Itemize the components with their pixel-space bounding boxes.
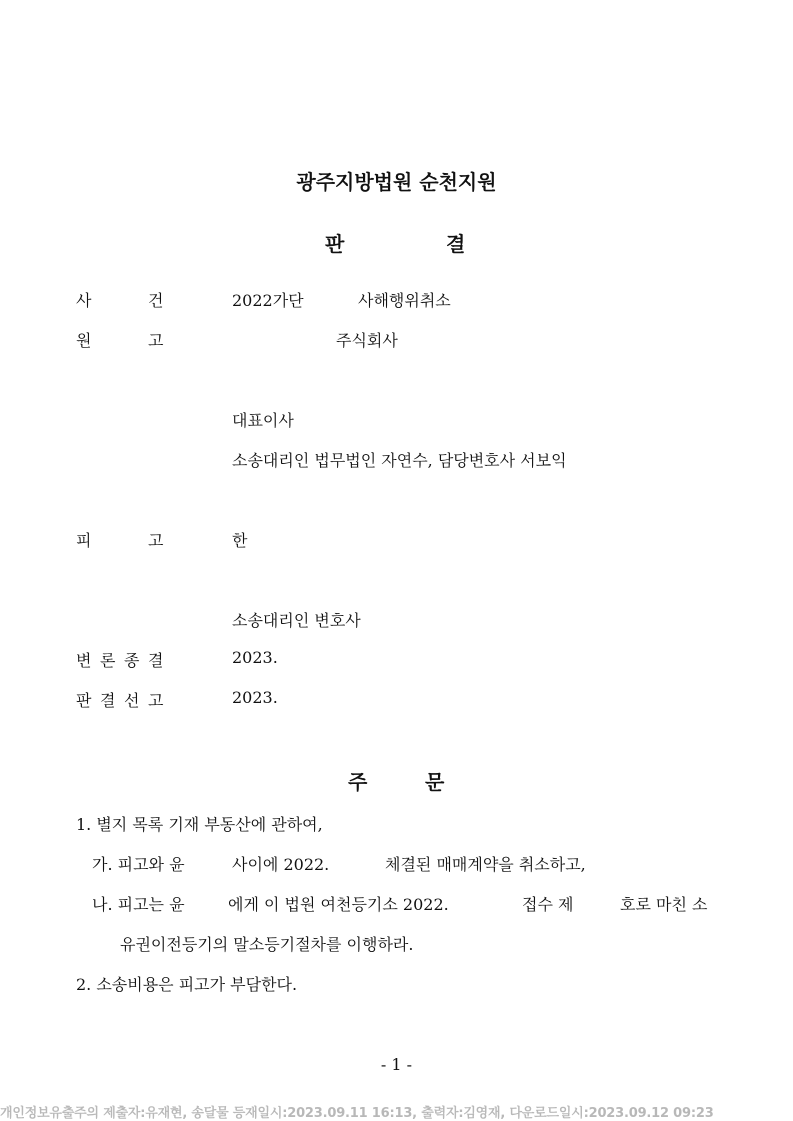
judgment-date-label-char: 결 — [100, 691, 116, 710]
order-item-1b-part: 호로 마친 소 — [620, 895, 708, 914]
defendant-name: 한 — [232, 531, 248, 550]
document-title-char-1: 판 — [325, 232, 345, 256]
closing-argument-label-char: 결 — [148, 651, 164, 670]
document-title-char-2: 결 — [446, 232, 466, 256]
defendant-label-char: 고 — [148, 531, 164, 550]
plaintiff-company: 주식회사 — [336, 331, 398, 350]
order-item-1b-continued: 유권이전등기의 말소등기절차를 이행하라. — [120, 935, 414, 954]
judgment-date-label-char: 선 — [124, 691, 140, 710]
case-number: 2022가단 — [232, 291, 304, 310]
closing-argument-label-char: 론 — [100, 651, 116, 670]
page-number: - 1 - — [380, 1055, 413, 1074]
order-item-1a-part: 사이에 2022. — [232, 855, 330, 874]
closing-argument-date: 2023. — [232, 648, 278, 667]
case-name: 사해행위취소 — [358, 291, 451, 310]
closing-argument-label-char: 종 — [124, 651, 140, 670]
defendant-label-char: 피 — [76, 531, 92, 550]
plaintiff-label-char: 원 — [76, 331, 92, 350]
order-item-1b-part: 나. 피고는 윤 — [92, 895, 185, 914]
plaintiff-label-char: 고 — [148, 331, 164, 350]
judgment-date: 2023. — [232, 688, 278, 707]
order-item-1: 1. 별지 목록 기재 부동산에 관하여, — [76, 815, 323, 834]
case-label-char: 건 — [148, 291, 164, 310]
judgment-date-label-char: 고 — [148, 691, 164, 710]
order-item-1b-part: 에게 이 법원 여천등기소 2022. — [228, 895, 449, 914]
download-watermark: 개인정보유출주의 제출자:유재현, 송달물 등재일시:2023.09.11 16:13, 출력자:김영재, 다운로드일시:2023.09.12 09:23 — [0, 1106, 714, 1121]
case-label-char: 사 — [76, 291, 92, 310]
court-name: 광주지방법원 순천지원 — [296, 170, 497, 194]
order-item-1a-part: 가. 피고와 윤 — [92, 855, 185, 874]
plaintiff-counsel: 소송대리인 법무법인 자연수, 담당변호사 서보익 — [232, 451, 567, 470]
closing-argument-label-char: 변 — [76, 651, 92, 670]
order-title-char-2: 문 — [425, 770, 445, 794]
defendant-counsel: 소송대리인 변호사 — [232, 611, 361, 630]
order-item-1a-part: 체결된 매매계약을 취소하고, — [385, 855, 586, 874]
order-item-1b-part: 접수 제 — [522, 895, 574, 914]
judgment-date-label-char: 판 — [76, 691, 92, 710]
order-title-char-1: 주 — [348, 770, 368, 794]
plaintiff-representative: 대표이사 — [232, 411, 294, 430]
order-item-2: 2. 소송비용은 피고가 부담한다. — [76, 975, 298, 994]
